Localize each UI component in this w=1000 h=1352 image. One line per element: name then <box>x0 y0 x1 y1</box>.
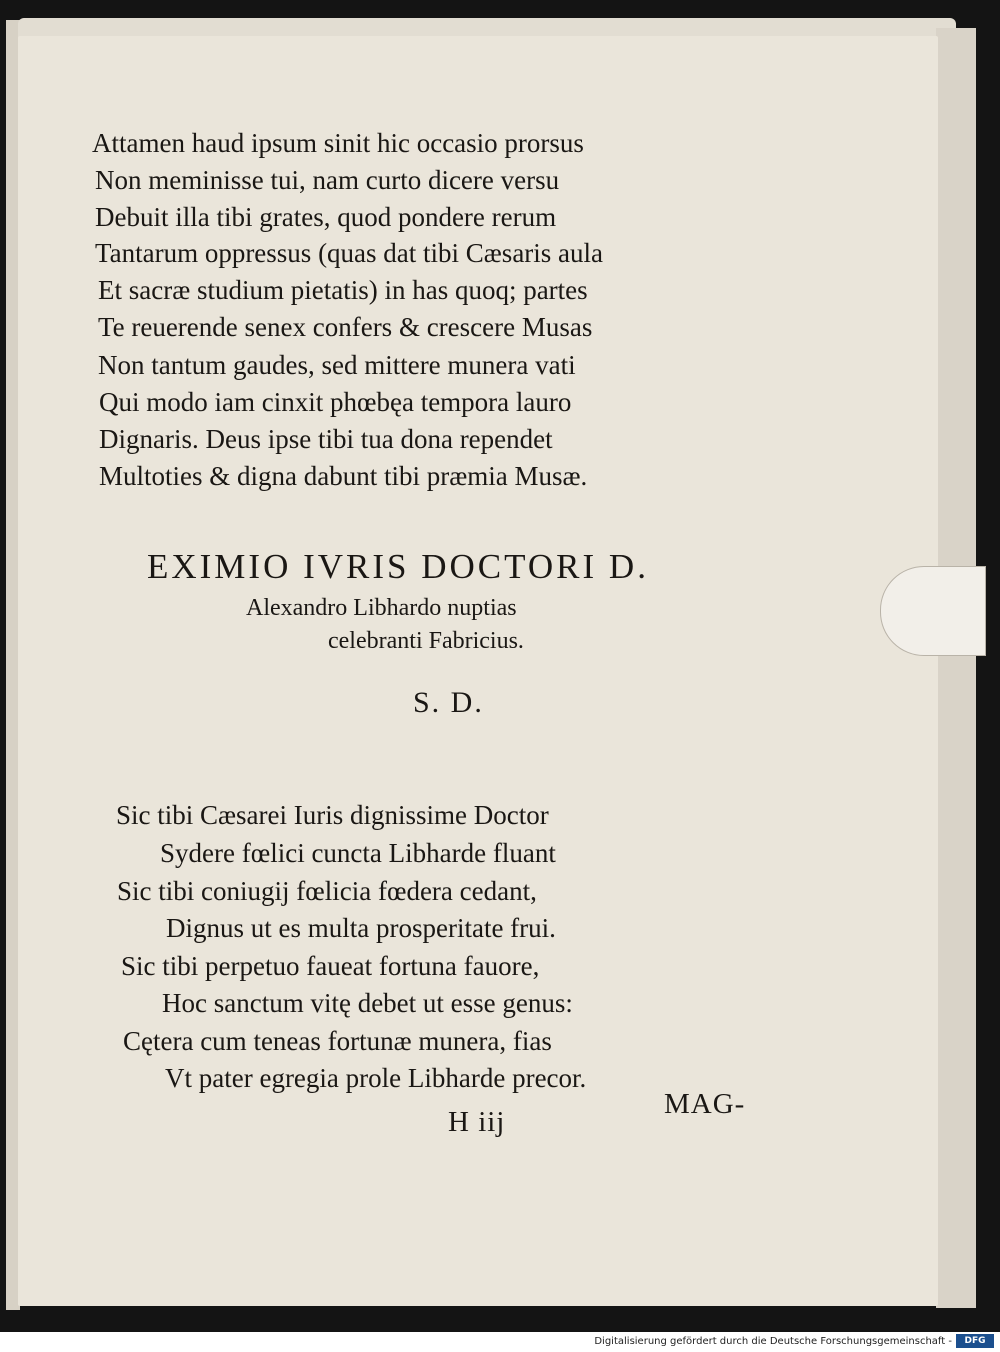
dedication-subheading-line-1: Alexandro Libhardo nuptias <box>246 595 517 621</box>
dedication-heading: EXIMIO IVRIS DOCTORI D. <box>147 547 649 586</box>
catchword: MAG- <box>664 1088 746 1120</box>
verse2-line-4: Dignus ut es multa prosperitate frui. <box>166 913 556 943</box>
verse2-line-6: Hoc sanctum vitę debet ut esse genus: <box>162 988 573 1018</box>
dedication-subheading-line-2: celebranti Fabricius. <box>328 628 524 654</box>
verse1-line-3: Debuit illa tibi grates, quod pondere rerum <box>95 202 557 232</box>
verse2-line-7: Cętera cum teneas fortunæ munera, fias <box>123 1026 552 1056</box>
verse1-line-7: Non tantum gaudes, sed mittere munera vati <box>98 350 576 380</box>
verse1-line-8: Qui modo iam cinxit phœbęa tempora lauro <box>99 387 572 417</box>
page-clip <box>880 566 986 656</box>
verse1-line-6: Te reuerende senex confers & crescere Musas <box>98 312 593 342</box>
verse1-line-10: Multoties & digna dabunt tibi præmia Musæ. <box>99 461 588 491</box>
verse2-line-2: Sydere fœlici cuncta Libharde fluant <box>160 838 556 868</box>
verse1-line-9: Dignaris. Deus ipse tibi tua dona rependet <box>99 424 553 454</box>
verse2-line-5: Sic tibi perpetuo faueat fortuna fauore, <box>121 951 540 981</box>
verse1-line-2: Non meminisse tui, nam curto dicere versu <box>95 165 560 195</box>
verse2-line-8: Vt pater egregia prole Libharde precor. <box>165 1063 587 1093</box>
page-edge-right <box>936 28 976 1308</box>
verse1-line-1: Attamen haud ipsum sinit hic occasio prorsus <box>92 128 584 158</box>
verse2-line-3: Sic tibi coniugij fœlicia fœdera cedant, <box>117 876 537 906</box>
footer-credit: Digitalisierung gefördert durch die Deutsche Forschungsgemeinschaft - <box>594 1336 952 1347</box>
verse1-line-4: Tantarum oppressus (quas dat tibi Cæsaris aula <box>95 238 604 268</box>
signature-mark: H iij <box>448 1106 506 1138</box>
verse1-line-5: Et sacræ studium pietatis) in has quoq; partes <box>98 275 588 305</box>
verse2-line-1: Sic tibi Cæsarei Iuris dignissime Doctor <box>116 800 549 830</box>
dfg-logo-icon: DFG <box>956 1334 994 1348</box>
salutation: S. D. <box>413 686 484 719</box>
